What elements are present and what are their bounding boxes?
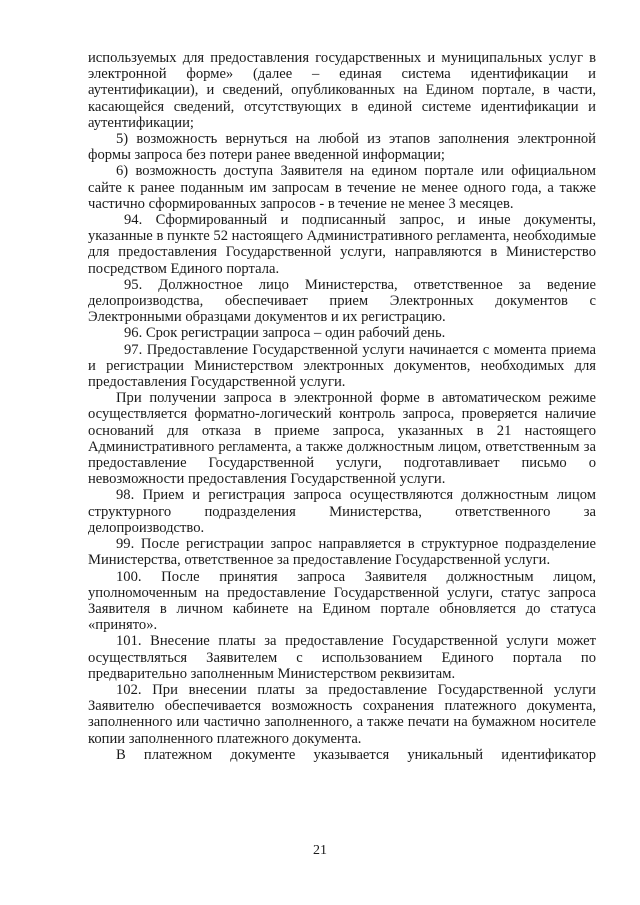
paragraph: 99. После регистрации запрос направляется в структурное подразделение Министерства, ответственное за предоставление Государственной услуги. (88, 536, 596, 569)
paragraph: используемых для предоставления государственных и муниципальных услуг в электронной форме» (далее – единая система идентификации и аутентификации), и сведений, опубликованных на Едином портале, в части, касающейся сведений, отсутствующих в единой системе идентификации и аутентификации; (88, 50, 596, 131)
paragraph: 101. Внесение платы за предоставление Государственной услуги может осуществляться Заявителем с использованием Единого портала по предварительно заполненным Министерством реквизитам. (88, 633, 596, 682)
paragraph: 102. При внесении платы за предоставление Государственной услуги Заявителю обеспечивается возможность сохранения платежного документа, заполненного или частично заполненного, а также печати на бумажном носителе копии заполненного платежного документа. (88, 681, 596, 747)
paragraph: 96. Срок регистрации запроса – один рабочий день. (124, 325, 446, 342)
page-number: 21 (313, 843, 327, 858)
paragraph: 95. Должностное лицо Министерства, ответственное за ведение делопроизводства, обеспечивает прием Электронных документов с Электронными образцами документов и их регистрацию. (88, 276, 596, 326)
paragraph: 100. После принятия запроса Заявителя должностным лицом, уполномоченным на предоставление Государственной услуги, статус запроса Заявителя в личном кабинете на Едином портале обновляется до статуса «принято». (88, 568, 596, 634)
paragraph: 97. Предоставление Государственной услуги начинается с момента приема и регистрации Министерством электронных документов, необходимых для предоставления Государственной услуги. (88, 341, 596, 391)
paragraph: 5) возможность вернуться на любой из этапов заполнения электронной формы запроса без потери ранее введенной информации; (88, 131, 596, 164)
paragraph: В платежном документе указывается уникальный идентификатор (116, 746, 596, 763)
paragraph: 98. Прием и регистрация запроса осуществляются должностным лицом структурного подразделения Министерства, ответственного за делопроизводство. (88, 487, 596, 536)
paragraph: 6) возможность доступа Заявителя на едином портале или официальном сайте к ранее поданным им запросам в течение не менее одного года, а также частично сформированных запросов - в течение не менее 3 месяцев. (88, 163, 596, 212)
document-page (88, 50, 596, 763)
paragraph: При получении запроса в электронной форме в автоматическом режиме осуществляется форматно-логический контроль запроса, проверяется наличие оснований для отказа в приеме запроса, указанных в 21 настоящего Административного регламента, а также должностным лицом, ответственным за предоставление Государственной услуги, подготавливает письмо о невозможности предоставления Государственной услуги. (88, 390, 596, 488)
paragraph: 94. Сформированный и подписанный запрос, и иные документы, указанные в пункте 52 настоящего Административного регламента, необходимые для предоставления Государственной услуги, направляются в Министерство посредством Единого портала. (88, 212, 596, 277)
